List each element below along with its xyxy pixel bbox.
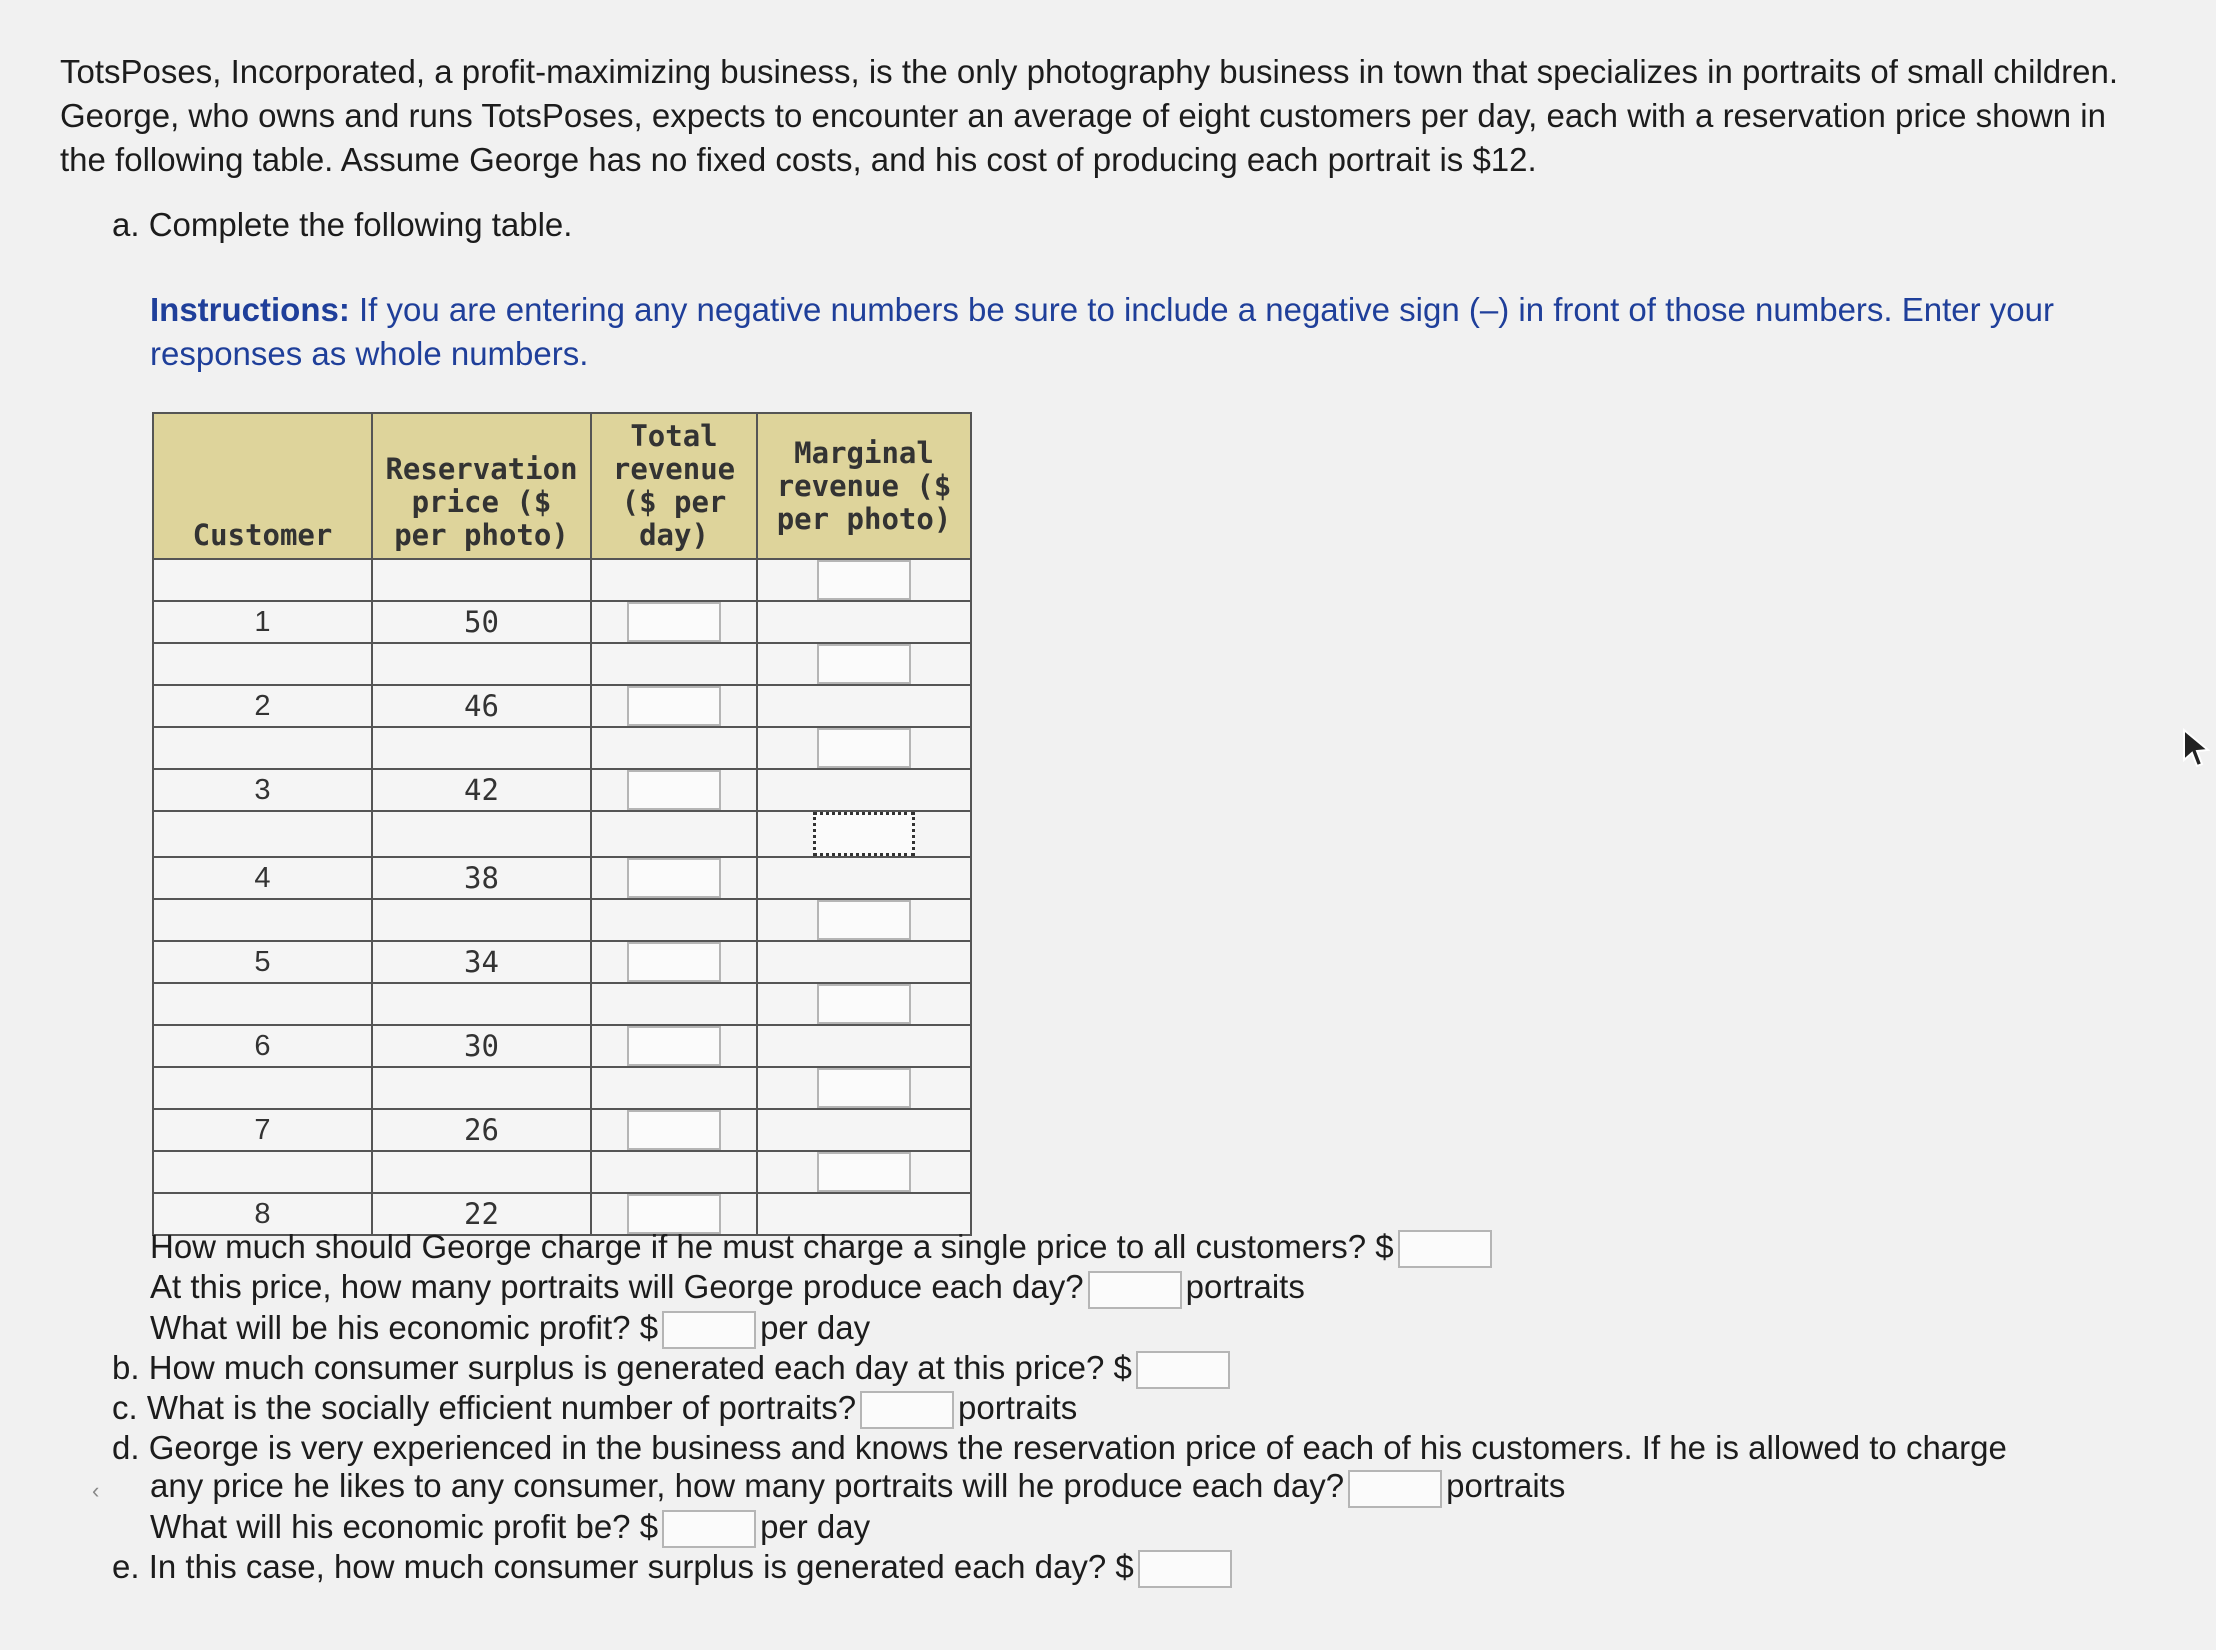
spacer-cell [153, 1067, 372, 1109]
header-marginal-revenue: Marginal revenue ($ per photo) [757, 413, 971, 559]
total-revenue-cell [591, 1025, 757, 1067]
spacer-cell [372, 1067, 591, 1109]
reservation-price-cell: 22 [372, 1193, 591, 1235]
question-e [112, 1548, 2172, 1588]
reservation-price-cell: 42 [372, 769, 591, 811]
table-row [153, 1025, 971, 1067]
total-revenue-input[interactable] [627, 942, 721, 982]
quantity-unit: portraits [1185, 1268, 1305, 1306]
reservation-price-cell: 46 [372, 685, 591, 727]
table-header-row [153, 413, 971, 559]
reservation-price-cell: 30 [372, 1025, 591, 1067]
discrimination-profit-input[interactable] [662, 1510, 756, 1548]
instructions-text: If you are entering any negative numbers be sure to include a negative sign (–) in front of those numbers. Enter your responses as whole numbers. [150, 291, 2054, 372]
spacer-cell [372, 643, 591, 685]
empty-cell [757, 685, 971, 727]
marginal-revenue-cell [757, 899, 971, 941]
discrimination-quantity-input[interactable] [1348, 1470, 1442, 1508]
spacer-cell [591, 643, 757, 685]
total-revenue-input[interactable] [627, 770, 721, 810]
table-row [153, 769, 971, 811]
customer-cell: 4 [153, 857, 372, 899]
question-d [112, 1429, 2172, 1467]
question-b [112, 1349, 2172, 1389]
stray-mark: ‹ [92, 1478, 100, 1503]
total-revenue-cell [591, 769, 757, 811]
table-spacer-row [153, 1067, 971, 1109]
spacer-cell [372, 899, 591, 941]
spacer-cell [153, 727, 372, 769]
total-revenue-cell [591, 1109, 757, 1151]
header-customer: Customer [153, 413, 372, 559]
table-spacer-row [153, 1151, 971, 1193]
total-revenue-input[interactable] [627, 686, 721, 726]
empty-cell [757, 1025, 971, 1067]
efficient-quantity-input[interactable] [860, 1391, 954, 1429]
table-row [153, 601, 971, 643]
reservation-price-cell: 38 [372, 857, 591, 899]
table-spacer-row [153, 559, 971, 601]
spacer-cell [153, 643, 372, 685]
reservation-price-cell: 34 [372, 941, 591, 983]
question-d-quantity [112, 1467, 2172, 1507]
table-spacer-row [153, 899, 971, 941]
discrimination-surplus-input[interactable] [1138, 1550, 1232, 1588]
marginal-revenue-cell [757, 1151, 971, 1193]
efficient-quantity-unit: portraits [958, 1389, 1078, 1427]
discrimination-profit-unit: per day [760, 1507, 871, 1545]
question-d-profit [112, 1508, 2172, 1548]
part-a-label: a. Complete the following table. [112, 206, 573, 243]
consumer-surplus-input[interactable] [1136, 1351, 1230, 1389]
spacer-cell [591, 811, 757, 857]
instructions-label: Instructions: [150, 291, 350, 328]
empty-cell [757, 857, 971, 899]
marginal-revenue-input[interactable] [817, 728, 911, 768]
question-profit-text: What will be his economic profit? $ [150, 1308, 659, 1346]
customer-cell: 5 [153, 941, 372, 983]
empty-cell [757, 1109, 971, 1151]
marginal-revenue-input[interactable] [817, 644, 911, 684]
total-revenue-input[interactable] [627, 858, 721, 898]
spacer-cell [591, 727, 757, 769]
mouse-pointer-icon [2180, 728, 2212, 776]
empty-cell [757, 941, 971, 983]
total-revenue-cell [591, 857, 757, 899]
table-row [153, 1109, 971, 1151]
table-row [153, 941, 971, 983]
question-d-profit-text: What will his economic profit be? $ [150, 1507, 659, 1545]
marginal-revenue-input[interactable] [817, 900, 911, 940]
marginal-revenue-input[interactable] [817, 984, 911, 1024]
spacer-cell [372, 983, 591, 1025]
table-row [153, 857, 971, 899]
customer-cell: 3 [153, 769, 372, 811]
spacer-cell [153, 811, 372, 857]
marginal-revenue-cell [757, 559, 971, 601]
question-c-text: c. What is the socially efficient number of portraits? [112, 1389, 857, 1427]
spacer-cell [591, 559, 757, 601]
customer-cell: 7 [153, 1109, 372, 1151]
question-c [112, 1389, 2172, 1429]
question-d-quantity-text: any price he likes to any consumer, how many portraits will he produce each day? [150, 1467, 1345, 1505]
questions-block [112, 1228, 2172, 1588]
marginal-revenue-input[interactable] [817, 560, 911, 600]
spacer-cell [591, 1151, 757, 1193]
marginal-revenue-input[interactable] [817, 1068, 911, 1108]
spacer-cell [153, 899, 372, 941]
empty-cell [757, 601, 971, 643]
marginal-revenue-cell [757, 1067, 971, 1109]
spacer-cell [591, 983, 757, 1025]
marginal-revenue-cell [757, 643, 971, 685]
marginal-revenue-cell [757, 983, 971, 1025]
question-e-text: e. In this case, how much consumer surplus is generated each day? $ [112, 1547, 1134, 1585]
table-body [153, 559, 971, 1235]
question-single-price-text: How much should George charge if he must charge a single price to all customers? $ [150, 1228, 1394, 1265]
reservation-price-cell: 26 [372, 1109, 591, 1151]
customer-cell: 1 [153, 601, 372, 643]
instructions [150, 288, 2080, 376]
spacer-cell [372, 559, 591, 601]
marginal-revenue-cell [757, 811, 971, 857]
total-revenue-cell [591, 601, 757, 643]
question-d-text: d. George is very experienced in the business and knows the reservation price of each of his customers. If he is allowed to charge [112, 1429, 2007, 1467]
spacer-cell [153, 983, 372, 1025]
marginal-revenue-cell [757, 727, 971, 769]
total-revenue-cell [591, 941, 757, 983]
revenue-table [152, 412, 972, 1236]
question-quantity [112, 1268, 2172, 1308]
table-row [153, 685, 971, 727]
total-revenue-input[interactable] [627, 1110, 721, 1150]
spacer-cell [372, 727, 591, 769]
marginal-revenue-input[interactable] [813, 812, 915, 856]
customer-cell: 8 [153, 1193, 372, 1235]
table-spacer-row [153, 643, 971, 685]
reservation-price-cell: 50 [372, 601, 591, 643]
spacer-cell [153, 559, 372, 601]
question-b-text: b. How much consumer surplus is generated each day at this price? $ [112, 1348, 1132, 1386]
question-quantity-text: At this price, how many portraits will George produce each day? [150, 1268, 1084, 1306]
quantity-input[interactable] [1088, 1271, 1182, 1309]
spacer-cell [372, 1151, 591, 1193]
spacer-cell [372, 811, 591, 857]
single-price-input[interactable] [1398, 1230, 1492, 1268]
table-spacer-row [153, 983, 971, 1025]
empty-cell [757, 769, 971, 811]
question-single-price [112, 1228, 2172, 1268]
customer-cell: 6 [153, 1025, 372, 1067]
spacer-cell [591, 1067, 757, 1109]
table-spacer-row [153, 811, 971, 857]
spacer-cell [153, 1151, 372, 1193]
total-revenue-input[interactable] [627, 602, 721, 642]
customer-cell: 2 [153, 685, 372, 727]
profit-input[interactable] [662, 1311, 756, 1349]
intro-text: TotsPoses, Incorporated, a profit-maximizing business, is the only photography business in town that specializes in portraits of small children. George, who owns and runs TotsPoses, expects to encounter an average of eight customers per day, each with a reservation price shown in the following table. Assume George has no fixed costs, and his cost of producing each portrait is $12. [60, 53, 2119, 178]
profit-unit: per day [760, 1308, 871, 1346]
spacer-cell [591, 899, 757, 941]
header-total-revenue: Total revenue ($ per day) [591, 413, 757, 559]
table-spacer-row [153, 727, 971, 769]
total-revenue-cell [591, 685, 757, 727]
marginal-revenue-input[interactable] [817, 1152, 911, 1192]
discrimination-quantity-unit: portraits [1446, 1467, 1566, 1505]
total-revenue-input[interactable] [627, 1026, 721, 1066]
question-profit [112, 1309, 2172, 1349]
problem-intro [60, 50, 2150, 182]
header-reservation-price: Reservation price ($ per photo) [372, 413, 591, 559]
